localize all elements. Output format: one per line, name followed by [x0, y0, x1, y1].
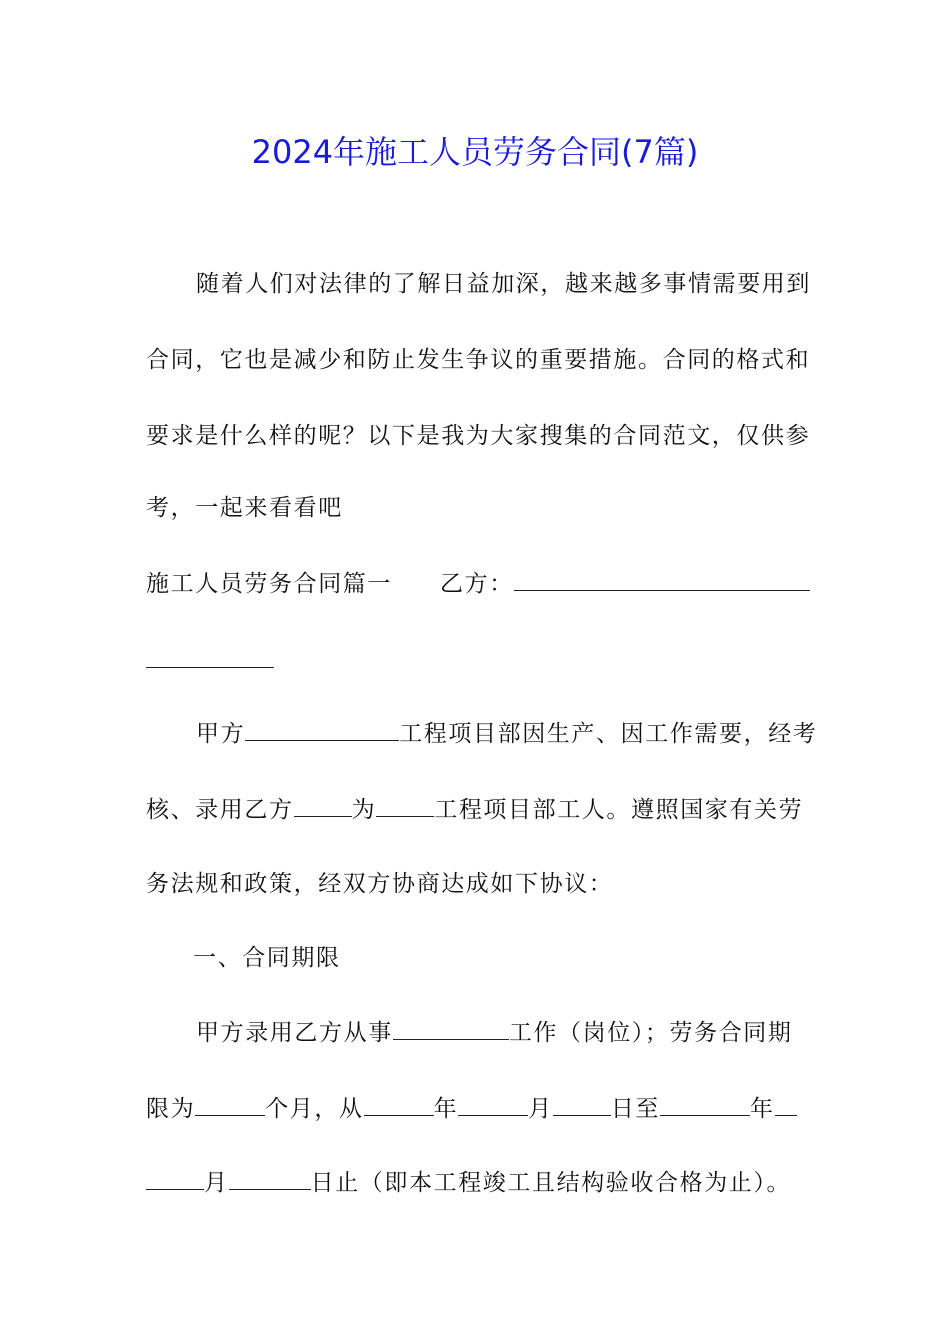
end-month-blank-start: [775, 1095, 797, 1116]
start-day-blank: [553, 1095, 611, 1116]
end-month-blank: [146, 1169, 204, 1190]
para1-wei: 为: [351, 797, 377, 823]
party-b-name-blank: [294, 796, 352, 817]
para1-text: 工程项目部因生产、因工作需要，经考: [399, 721, 818, 747]
job-blank: [393, 1019, 509, 1040]
intro-line-1: 随着人们对法律的了解日益加深，越来越多事情需要用到: [196, 271, 811, 297]
party-b-blank: [514, 570, 810, 591]
end-year-blank: [660, 1095, 750, 1116]
end-month-label: 月: [204, 1170, 229, 1196]
start-year-blank: [364, 1095, 434, 1116]
intro-line-3: 要求是什么样的呢？以下是我为大家搜集的合同范文，仅供参: [146, 423, 811, 449]
party-a-blank: [245, 720, 399, 741]
clause1-line2-start: 限为: [146, 1096, 196, 1122]
clause1-line1-end: 工作（岗位）；劳务合同期: [508, 1020, 793, 1046]
clause1-line-2: [146, 1093, 797, 1125]
clause1-line-3: [146, 1167, 791, 1199]
para1-line-2: [146, 794, 803, 826]
end-day-blank: [229, 1169, 311, 1190]
start-month-blank: [458, 1095, 528, 1116]
project-name-blank: [376, 796, 434, 817]
para1-line-1: [196, 718, 817, 750]
start-year-label: 年: [433, 1096, 459, 1122]
party-b-blank-continued-row: [146, 645, 274, 677]
start-day-label: 日至: [610, 1096, 661, 1122]
para1-line-3: 务法规和政策，经双方协商达成如下协议：: [146, 871, 614, 897]
intro-line-2: 合同，它也是减少和防止发生争议的重要措施。合同的格式和: [146, 347, 811, 373]
intro-line-4: 考，一起来看看吧: [146, 495, 343, 521]
clause1-heading: 一、合同期限: [193, 945, 341, 971]
party-b-blank-continued: [146, 647, 274, 668]
clause1-months-text: 个月，从: [265, 1096, 364, 1122]
clause1-line3-end: 日止（即本工程竣工且结构验收合格为止）。: [310, 1170, 792, 1196]
document-title: 2024年施工人员劳务合同(7篇): [251, 133, 699, 171]
months-blank: [195, 1095, 265, 1116]
para1-line2-end: 工程项目部工人。遵照国家有关劳: [434, 797, 804, 823]
end-year-label: 年: [750, 1096, 775, 1122]
section-heading: 施工人员劳务合同篇一: [146, 571, 392, 597]
clause1-line-1: [196, 1017, 793, 1049]
party-b-label: 乙方：: [440, 571, 514, 597]
start-month-label: 月: [528, 1096, 553, 1122]
section-heading-row: [146, 568, 810, 600]
para1-line2-start: 核、录用乙方: [146, 797, 294, 823]
clause1-line1-start: 甲方录用乙方从事: [196, 1020, 393, 1046]
party-a-label: 甲方: [196, 721, 246, 747]
